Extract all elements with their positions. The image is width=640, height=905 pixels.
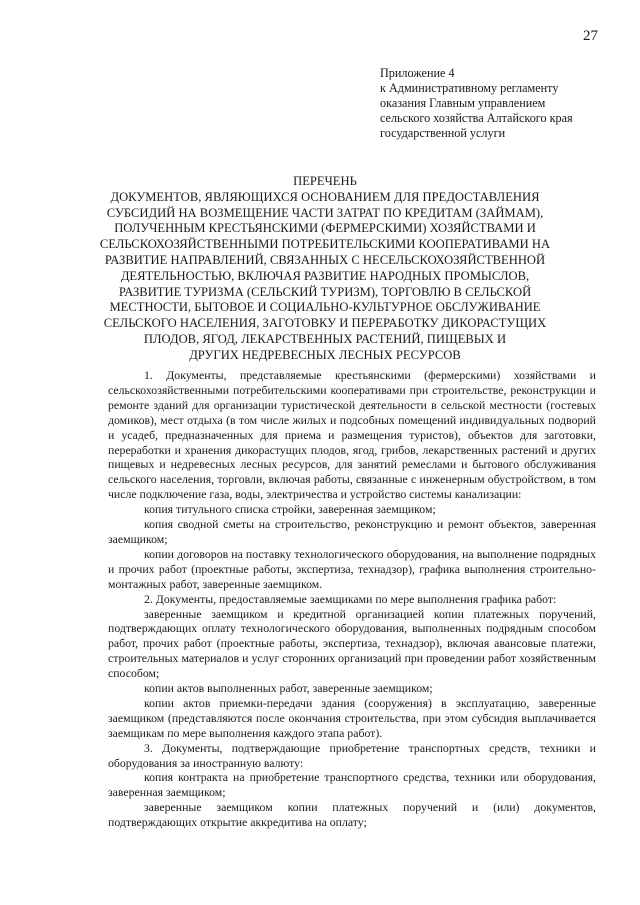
appendix-line: Приложение 4 [380,66,455,80]
title-line: СЕЛЬСКОГО НАСЕЛЕНИЯ, ЗАГОТОВКУ И ПЕРЕРАБОТКУ ДИКОРАСТУЩИХ [103,316,547,331]
title-line: СЕЛЬСКОХОЗЯЙСТВЕННЫМИ ПОТРЕБИТЕЛЬСКИМИ КООПЕРАТИВАМИ НА [99,237,551,252]
title-line: СУБСИДИЙ НА ВОЗМЕЩЕНИЕ ЧАСТИ ЗАТРАТ ПО КРЕДИТАМ (ЗАЙМАМ), [106,205,544,220]
title-line: МЕСТНОСТИ, БЫТОВОЕ И СОЦИАЛЬНО-КУЛЬТУРНОЕ ОБСЛУЖИВАНИЕ [109,300,541,315]
body-paragraph: копии договоров на поставку технологического оборудования, на выполнение подрядных и прочих работ (проектные работы, экспертиза, технадзор), графика выполнения строительно-монтажных работ, заверенные заемщиком. [108,546,596,591]
body-paragraph: копия сводной сметы на строительство, реконструкцию и ремонт объектов, заверенная заемщиком; [108,517,596,546]
body-paragraph: 3. Документы, подтверждающие приобретение транспортных средств, техники и оборудования за иностранную валюту: [108,740,596,770]
appendix-note [380,66,625,141]
title-line: ДЕЯТЕЛЬНОСТЬЮ, ВКЛЮЧАЯ РАЗВИТИЕ НАРОДНЫХ ПРОМЫСЛОВ, [120,268,530,283]
body-paragraph: 2. Документы, предоставляемые заемщиками по мере выполнения графика работ: [144,591,557,606]
title-line: ДОКУМЕНТОВ, ЯВЛЯЮЩИХСЯ ОСНОВАНИЕМ ДЛЯ ПРЕДОСТАВЛЕНИЯ [110,189,540,204]
title-line: РАЗВИТИЕ ТУРИЗМА (СЕЛЬСКИЙ ТУРИЗМ), ТОРГОВЛЮ В СЕЛЬСКОЙ [118,284,532,299]
body-paragraph: копии актов приемки-передачи здания (сооружения) в эксплуатацию, заверенные заемщиком (представляются после окончания строительства, при этом субсидия выплачивается заемщикам по мере выполнения каждого этапа работ). [108,695,596,740]
title-line: ПОЛУЧЕННЫМ КРЕСТЬЯНСКИМИ (ФЕРМЕРСКИМИ) ХОЗЯЙСТВАМИ И [114,221,536,236]
title-line: РАЗВИТИЕ НАПРАВЛЕНИЙ, СВЯЗАННЫХ С НЕСЕЛЬСКОХОЗЯЙСТВЕННОЙ [104,252,546,267]
appendix-line: сельского хозяйства Алтайского края [380,111,573,125]
title-line: ДРУГИХ НЕДРЕВЕСНЫХ ЛЕСНЫХ РЕСУРСОВ [189,347,461,362]
body-paragraph: копия контракта на приобретение транспортного средства, техники или оборудования, заверенная заемщиком; [108,770,596,800]
page-number: 27 [583,28,598,44]
appendix-line: оказания Главным управлением [380,96,546,110]
document-title [60,174,590,364]
body-paragraph: заверенные заемщиком и кредитной организацией копии платежных поручений, подтверждающих оплату технологического оборудования, выполненных подрядным способом работ, прочих работ (проектные работы, экспертиза, технадзор), включая авансовые платежи, строительных материалов и услуг сторонних организаций при проведении работ хозяйственным способом; [108,606,596,681]
body-paragraph: копия титульного списка стройки, заверенная заемщиком; [144,502,436,517]
document-body [108,368,596,830]
body-paragraph: заверенные заемщиком копии платежных поручений и (или) документов, подтверждающих открытие аккредитива на оплату; [108,800,596,830]
appendix-line: государственной услуги [380,126,506,140]
body-paragraph: копии актов выполненных работ, заверенные заемщиком; [144,681,433,696]
title-line: ПЕРЕЧЕНЬ [293,174,357,188]
body-paragraph: 1. Документы, представляемые крестьянскими (фермерскими) хозяйствами и сельскохозяйственными потребительскими кооперативами при строительстве, реконструкции и ремонте зданий для организации туристической деятельности в сельской местности (гостевых домиков), мест отдыха (в том числе жилых и подсобных помещений индивидуальных подворий и усадеб, предназначенных для приема и размещения туристов), объектов для заготовки, переработки и хранения дикорастущих плодов, ягод, грибов, лекарственных растений и других пищевых и недревесных лесных ресурсов, для занятий ремеслами и бытового обслуживания сельского населения, торговли, включая работы, связанные с инженерным обустройством, в том числе подключение газа, воды, электричества и устройство системы канализации: [108,368,596,502]
title-line: ПЛОДОВ, ЯГОД, ЛЕКАРСТВЕННЫХ РАСТЕНИЙ, ПИЩЕВЫХ И [143,331,507,346]
appendix-line: к Административному регламенту [380,81,559,95]
